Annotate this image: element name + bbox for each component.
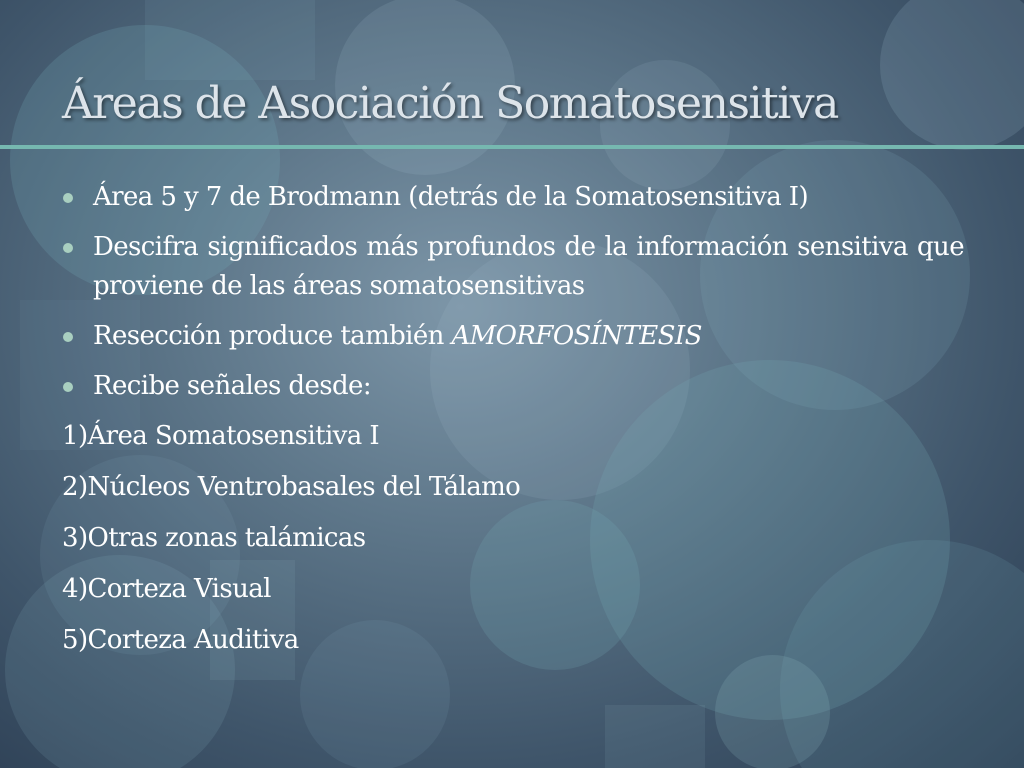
numbered-item: 3)Otras zonas talámicas [62, 523, 366, 553]
bullet-text: Descifra significados más profundos de la información sensitiva que proviene de las áreas somatosensitivas [93, 232, 964, 301]
bullet-text: Recibe señales desde: [93, 371, 371, 401]
bg-square [605, 705, 705, 768]
numbered-item: 5)Corteza Auditiva [62, 625, 299, 655]
numbered-item: 1)Área Somatosensitiva I [62, 421, 379, 451]
bullet-item [62, 317, 964, 356]
bullet-icon [63, 332, 73, 342]
numbered-list [62, 417, 964, 660]
bg-circle [880, 0, 1024, 150]
slide-content [62, 178, 964, 672]
title-underline [0, 145, 1024, 149]
bullet-list [62, 178, 964, 406]
bg-square [145, 0, 315, 80]
numbered-item: 2)Núcleos Ventrobasales del Tálamo [62, 472, 521, 502]
bullet-item [62, 367, 964, 406]
numbered-item: 4)Corteza Visual [62, 574, 271, 604]
bullet-item [62, 178, 964, 217]
bullet-icon [63, 243, 73, 253]
bullet-icon [63, 193, 73, 203]
bullet-item [62, 228, 964, 306]
bullet-text: Área 5 y 7 de Brodmann (detrás de la Somatosensitiva I) [93, 182, 808, 212]
bullet-text: Resección produce también [93, 321, 452, 351]
slide-title: Áreas de Asociación Somatosensitiva [62, 78, 838, 129]
bullet-icon [63, 382, 73, 392]
bullet-emphasis: AMORFOSÍNTESIS [451, 321, 702, 351]
